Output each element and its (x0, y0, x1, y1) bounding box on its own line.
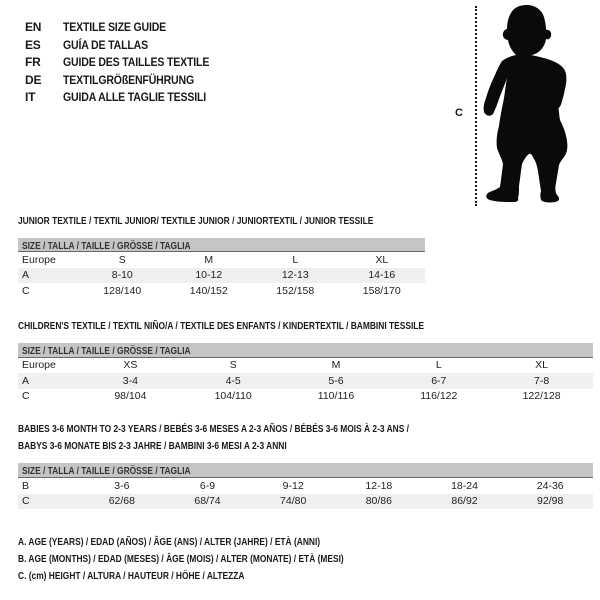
footnotes (18, 535, 593, 583)
row-label: C (22, 284, 30, 297)
size-table (18, 252, 425, 299)
table-row (18, 478, 593, 494)
language-row (25, 19, 229, 37)
table-row (18, 252, 425, 268)
language-code: IT (25, 90, 36, 104)
language-row (25, 37, 229, 55)
size-cell: 24-36 (536, 479, 564, 492)
size-header-text: SIZE / TALLA / TAILLE / GRÖSSE / TAGLIA (22, 344, 191, 357)
table-row (18, 268, 425, 284)
size-cell: 128/140 (103, 284, 142, 297)
language-label: GUÍA DE TALLAS (63, 37, 148, 52)
table-row (18, 494, 593, 510)
size-header-bar (18, 463, 593, 478)
language-row (25, 54, 229, 72)
size-cell: 80/86 (365, 495, 392, 508)
size-cell: 104/110 (214, 390, 252, 403)
section-title (18, 422, 593, 453)
size-section (18, 214, 593, 299)
language-code: ES (25, 37, 41, 52)
size-cell: 5-6 (328, 374, 344, 387)
size-cell: 7-8 (533, 374, 550, 387)
language-label: TEXTILE SIZE GUIDE (63, 20, 167, 34)
size-cell: 158/170 (362, 284, 401, 297)
language-code: EN (25, 20, 42, 34)
table-row (18, 373, 593, 389)
language-label: TEXTILGRÖßENFÜHRUNG (63, 72, 195, 87)
language-code: DE (25, 72, 42, 87)
language-label: GUIDE DES TAILLES TEXTILE (63, 55, 210, 69)
footnote-line: A. AGE (YEARS) / EDAD (AÑOS) / ÂGE (ANS) / ALTER (JAHRE) / ETÀ (ANNI) (18, 536, 321, 548)
table-row (18, 358, 593, 374)
baby-silhouette-icon (478, 2, 598, 207)
size-sections (18, 214, 593, 583)
size-section (18, 422, 593, 509)
section-title-line: BABIES 3-6 MONTH TO 2-3 YEARS / BEBÉS 3-6 MESES A 2-3 AÑOS / BÉBÉS 3-6 MOIS À 2-3 ANS / (18, 423, 410, 435)
language-code: FR (25, 55, 41, 69)
language-row (25, 72, 229, 90)
section-title-line: CHILDREN'S TEXTILE / TEXTIL NIÑO/A / TEXTILE DES ENFANTS / KINDERTEXTIL / BAMBINI TESSILE (18, 319, 425, 332)
section-title-line: BABYS 3-6 MONATE BIS 2-3 JAHRE / BAMBINI 3-6 MESI A 2-3 ANNI (18, 440, 287, 452)
size-cell: XL (535, 359, 548, 372)
size-cell: S (229, 359, 237, 372)
size-cell: S (118, 253, 126, 266)
section-title (18, 214, 593, 228)
size-cell: 74/80 (280, 495, 307, 508)
size-cell: L (292, 253, 299, 266)
language-label: GUIDA ALLE TAGLIE TESSILI (63, 90, 207, 104)
row-label: C (22, 495, 30, 508)
size-table (18, 358, 593, 405)
size-cell: 152/158 (276, 284, 315, 297)
size-header-bar (18, 343, 593, 358)
size-header-text: SIZE / TALLA / TAILLE / GRÖSSE / TAGLIA (22, 240, 191, 252)
footnote-line: B. AGE (MONTHS) / EDAD (MESES) / ÂGE (MOIS) / ALTER (MONATE) / ETÀ (MESI) (18, 553, 344, 565)
height-dotted-line (475, 6, 477, 206)
size-cell: 4-5 (225, 374, 241, 387)
size-cell: 116/122 (420, 390, 458, 403)
height-label: C (455, 107, 463, 119)
size-cell: M (331, 359, 341, 372)
size-cell: 98/104 (114, 390, 147, 403)
size-header-text: SIZE / TALLA / TAILLE / GRÖSSE / TAGLIA (22, 465, 191, 477)
size-cell: 122/128 (522, 390, 561, 403)
size-cell: 10-12 (195, 269, 223, 282)
size-table (18, 478, 593, 509)
size-cell: 62/68 (108, 495, 135, 508)
language-list (25, 19, 229, 107)
row-label: C (22, 390, 30, 403)
size-cell: 9-12 (282, 479, 304, 492)
size-cell: 12-18 (365, 479, 393, 492)
section-title (18, 319, 593, 333)
size-cell: 68/74 (194, 495, 221, 508)
row-label: A (22, 269, 30, 282)
size-cell: 8-10 (111, 269, 133, 282)
size-header-bar (18, 238, 425, 252)
size-cell: 86/92 (451, 495, 478, 508)
size-cell: M (204, 253, 214, 266)
size-section (18, 319, 593, 405)
size-cell: 92/98 (537, 495, 564, 508)
section-title-line: JUNIOR TEXTILE / TEXTIL JUNIOR/ TEXTILE JUNIOR / JUNIORTEXTIL / JUNIOR TESSILE (18, 215, 374, 227)
language-row (25, 89, 229, 107)
row-label: Europe (22, 253, 56, 266)
size-cell: L (435, 359, 442, 372)
size-cell: 14-16 (368, 269, 396, 282)
table-row (18, 283, 425, 299)
size-cell: XS (123, 359, 138, 372)
row-label: A (22, 374, 30, 387)
size-cell: XL (375, 253, 389, 266)
size-cell: 6-9 (199, 479, 216, 492)
row-label: Europe (22, 359, 56, 372)
table-row (18, 389, 593, 405)
size-cell: 18-24 (451, 479, 478, 492)
size-cell: 6-7 (431, 374, 447, 387)
row-label: B (22, 479, 30, 492)
size-cell: 110/116 (317, 390, 355, 403)
size-cell: 12-13 (281, 269, 309, 282)
footnote-line: C. (cm) HEIGHT / ALTURA / HAUTEUR / HÖHE / ALTEZZA (18, 570, 245, 582)
size-cell: 3-6 (114, 479, 130, 492)
size-cell: 140/152 (189, 284, 228, 297)
size-cell: 3-4 (122, 374, 138, 387)
